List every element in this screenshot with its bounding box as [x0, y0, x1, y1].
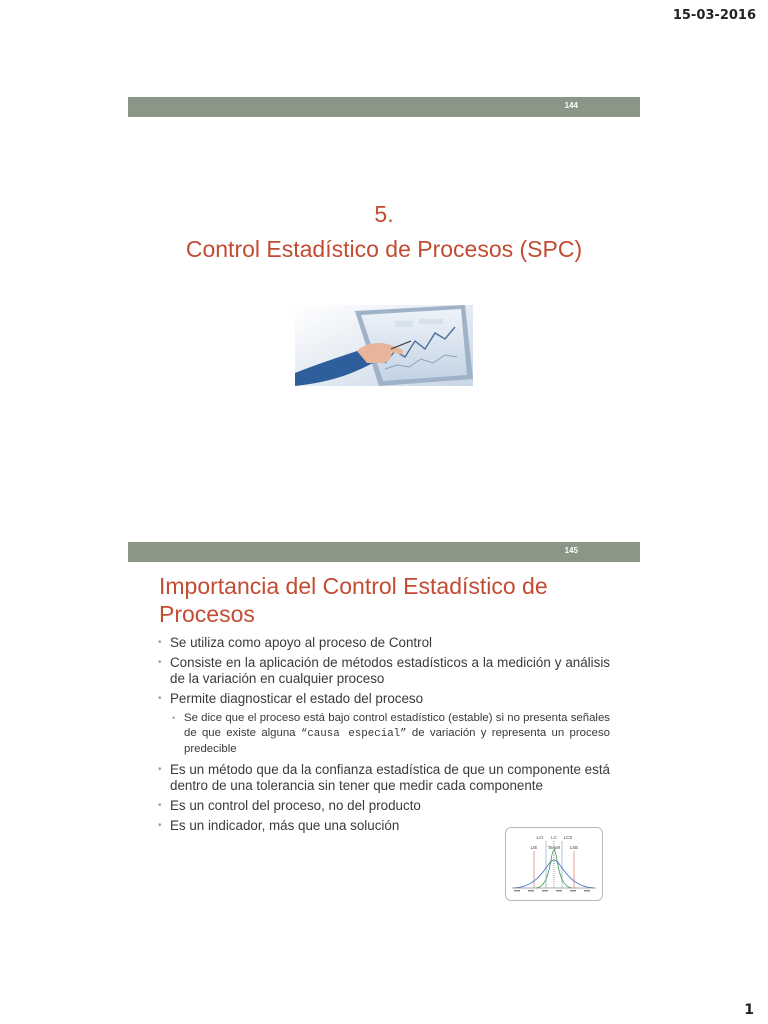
slide-144 — [128, 97, 640, 481]
sub-item-text: Se dice que el proceso está bajo control estadístico (estable) si no presenta señales de que existe alguna — [184, 712, 610, 739]
chart-label-lci: LCI — [536, 835, 544, 840]
page-date: 15-03-2016 — [672, 8, 756, 23]
slide-title: Importancia del Control Estadístico de Procesos — [159, 573, 548, 627]
list-item: • Consiste en la aplicación de métodos estadísticos a la medición y análisis de la variación en cualquier proceso — [158, 655, 610, 687]
chart-label-lse: LSE — [569, 845, 579, 850]
sub-item-text-end: de variación y representa un proceso predecible — [184, 727, 611, 755]
list-item: • Es un método que da la confianza estadística de que un componente está dentro de una tolerancia sin tener que medir cada componente — [158, 762, 610, 794]
list-item: • Es un indicador, más que una solución — [158, 818, 610, 834]
slide-number: 144 — [564, 101, 578, 110]
sub-list-item — [158, 711, 610, 757]
slide-header-bar — [128, 97, 640, 117]
list-item: • Es un control del proceso, no del producto — [158, 798, 610, 814]
section-number: 5. — [374, 201, 394, 227]
distribution-chart-thumbnail — [505, 827, 603, 901]
chart-label-target: Target — [547, 845, 561, 850]
list-item: • Se utiliza como apoyo al proceso de Control — [158, 635, 610, 651]
bullet-list — [158, 635, 610, 838]
chart-label-lc: LC — [551, 835, 557, 840]
list-item: • Permite diagnosticar el estado del proceso — [158, 691, 610, 707]
chart-label-lcs: LCS — [563, 835, 573, 840]
sub-item-quote: “causa especial” — [300, 728, 407, 740]
axis-ticks — [514, 890, 590, 891]
slide-header-bar — [128, 542, 640, 562]
hand-pointing-at-monitor-photo — [295, 305, 473, 386]
section-title: Control Estadístico de Procesos (SPC) — [185, 236, 583, 262]
chart-label-lie: LIE — [530, 845, 538, 850]
page-number: 1 — [744, 1002, 754, 1018]
slide-number: 145 — [564, 546, 578, 555]
slide-145 — [128, 542, 640, 926]
